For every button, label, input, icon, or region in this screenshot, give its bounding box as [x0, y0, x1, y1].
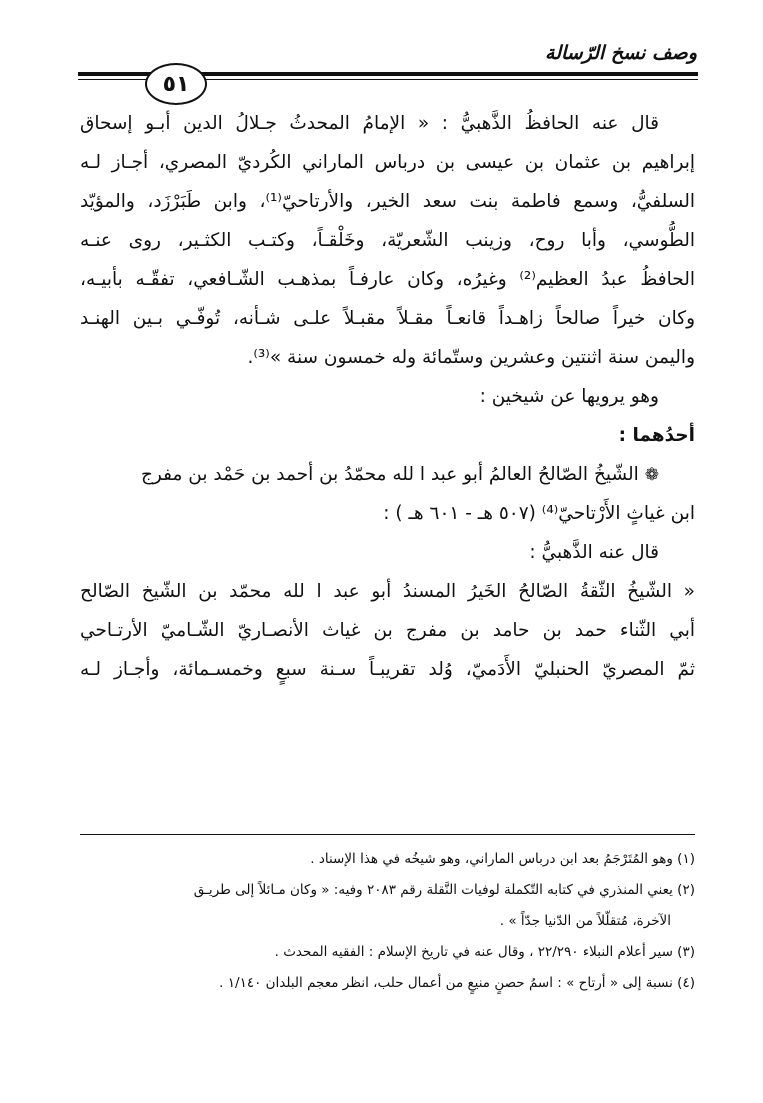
main-text [80, 104, 695, 689]
text-line: واليمن سنة اثنتين وعشرين وستّمائة وله خمسون سنة »⁽³⁾. [247, 347, 695, 368]
text-line: أبي الثّناء حمد بن حامد بن مفرج بن غياث الأنصـاريّ الشّـاميّ الأرتـاحي [80, 620, 695, 641]
text-line: وهو يرويها عن شيخين : [479, 386, 659, 407]
footnote-continuation: الآخرة، مُتقلّلاً من الدّنيا جدّاً » . [499, 913, 671, 929]
footnote: (١) وهو المُتَرْجَمُ بعد ابن درباس الماراني، وهو شيخُه في هذا الإسناد . [310, 851, 695, 867]
page-number: ٥١ [162, 71, 190, 97]
running-title: وصف نسخ الرّسالة [545, 42, 697, 64]
entry-text: الشّيخُ الصّالحُ العالمُ أبو عبد ا لله محمّدُ بن أحمد بن حَمْد بن مفرج [140, 464, 639, 485]
text-line: السلفيُّ، وسمع فاطمة بنت سعد الخير، والأرتاحيّ⁽¹⁾، وابن طَبَرْزَد، والمؤيّد [80, 191, 695, 212]
footnotes [80, 822, 695, 999]
text-line: الطُّوسي، وأبا روح، وزينب الشّعريّة، وخَلْقـاً، وكتـب الكثـير، روى عنـه [80, 230, 695, 251]
footnote: (٢) يعني المنذري في كتابه التّكملة لوفيات النَّقلة رقم ٢٠٨٣ وفيه: « وكان مـائلاً إلى طريـق [193, 882, 695, 898]
text-line-entry [80, 455, 695, 494]
text-line: ثمّ المصريّ الحنبليّ الأَدَميّ، وُلد تقريبـاً سـنة سبعٍ وخمسـمائة، وأجـاز لـه [80, 659, 695, 680]
text-line: « الشّيخُ الثّقةُ الصّالحُ الخَيرُ المسندُ أبو عبد ا لله محمّد بن الشّيخ الصّالح [80, 581, 695, 602]
text-line: الحافظُ عبدُ العظيم⁽²⁾ وغيرُه، وكان عارفـاً بمذهـب الشّـافعي، تفقّـه بأبيـه، [80, 269, 695, 290]
page-number-badge [145, 63, 207, 105]
footnote: (٤) نسبة إلى « أرتاح » : اسمُ حصنٍ منيعٍ من أعمال حلب، انظر معجم البلدان ١/١٤٠ . [219, 975, 695, 991]
section-heading: أحدُهما : [618, 425, 695, 446]
text-line: ابن غياثٍ الأَرْتاحيّ⁽⁴⁾ (٥٠٧ هـ - ٦٠١ هـ ) : [383, 503, 695, 524]
flower-ornament-icon: ❁ [644, 465, 659, 485]
footnote: (٣) سير أعلام النبلاء ٢٢/٢٩٠ ، وقال عنه في تاريخ الإسلام : الفقيه المحدث . [274, 944, 695, 960]
text-line: وكان خيراً صالحاً زاهـداً قانعـاً مقـلاً مقبـلاً علـى شـأنه، تُوفّـي بـين الهنـد [80, 308, 695, 329]
text-line: إبراهيم بن عثمان بن عيسى بن درباس الماراني الكُرديّ المصري، أجـاز لـه [80, 152, 695, 173]
text-line: قال عنه الذَّهبيُّ : [529, 542, 659, 563]
text-line: قال عنه الحافظُ الذَّهبيُّ : « الإمامُ المحدثُ جـلالُ الدين أبـو إسحاق [80, 113, 659, 134]
